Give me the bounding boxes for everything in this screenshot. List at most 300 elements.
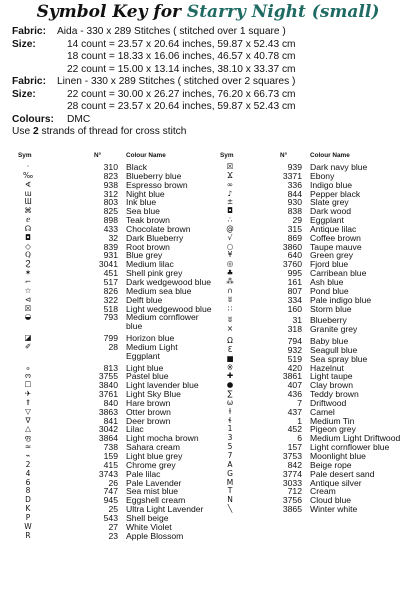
- table-row-continuation: [16, 351, 206, 360]
- colour-name: Medium Light: [126, 341, 178, 352]
- colour-name: Delft blue: [126, 294, 163, 305]
- symbol-glyph: ±: [226, 197, 234, 207]
- table-row: [16, 442, 206, 451]
- symbol-glyph: ♣: [226, 268, 234, 278]
- dmc-number: 312: [103, 188, 118, 199]
- dmc-number: 840: [103, 397, 118, 408]
- dmc-number: 995: [287, 268, 302, 279]
- symbol-glyph: 5: [227, 442, 233, 452]
- symbol-glyph: ♪: [227, 188, 233, 198]
- table-row: [16, 197, 206, 206]
- table-row: [16, 424, 206, 433]
- colour-name: Sahara cream: [126, 442, 180, 453]
- colour-name: Sea spray blue: [310, 353, 368, 364]
- table-row: [16, 460, 206, 469]
- dmc-number: 3760: [282, 259, 302, 270]
- symbol-glyph: ‰: [22, 170, 34, 180]
- dmc-number: 161: [287, 276, 302, 287]
- symbol-glyph: Ω: [227, 336, 233, 346]
- dmc-number: 712: [287, 486, 302, 497]
- symbol-glyph: ℴ: [26, 362, 30, 372]
- table-row: [16, 522, 206, 531]
- table-row: [16, 215, 206, 224]
- symbol-glyph: ■: [226, 353, 234, 363]
- table-row: [16, 312, 206, 321]
- dmc-number: 318: [287, 324, 302, 335]
- colour-name: Sea mist blue: [126, 486, 179, 497]
- dmc-number: 794: [287, 336, 302, 347]
- table-row: [16, 189, 206, 198]
- symbol-glyph: ω: [226, 397, 234, 407]
- table-row: [218, 189, 413, 198]
- table-row: [218, 324, 413, 333]
- dmc-number: 838: [287, 206, 302, 217]
- colour-name: Medium Tin: [310, 415, 355, 426]
- dmc-number: 3753: [282, 451, 302, 461]
- symbol-glyph: D: [25, 495, 31, 505]
- dmc-number: 28: [108, 341, 118, 352]
- dmc-number: 451: [103, 268, 118, 279]
- dmc-number: 3761: [98, 389, 118, 400]
- symbol-glyph: ☐: [24, 380, 32, 390]
- symbol-glyph: ⅇ: [25, 215, 31, 225]
- colour-name: Pale lilac: [126, 468, 161, 479]
- dmc-number: 436: [287, 389, 302, 400]
- symbol-glyph: 8: [25, 486, 31, 496]
- symbol-glyph: ✐: [24, 341, 32, 351]
- dmc-number: 3371: [282, 170, 302, 181]
- colour-name: Baby blue: [310, 336, 349, 347]
- table-row: [218, 277, 413, 286]
- table-row: [16, 242, 206, 251]
- size-value: 22 count = 30.00 x 26.27 inches, 76.20 x 66.73 cm: [67, 88, 296, 100]
- dmc-number: 157: [287, 442, 302, 453]
- colour-name: Antique silver: [310, 477, 362, 488]
- colour-name: Medium lilac: [126, 259, 174, 270]
- dmc-number: 3033: [282, 477, 302, 488]
- table-row: [16, 486, 206, 495]
- dmc-number: 415: [103, 459, 118, 470]
- dmc-number: 29: [292, 215, 302, 226]
- symbol-glyph: ≈: [24, 442, 32, 452]
- colour-name: Shell beige: [126, 512, 169, 523]
- table-row: [218, 233, 413, 242]
- table-header: [16, 152, 206, 162]
- dmc-number: 3041: [98, 259, 118, 270]
- colour-name: Ash blue: [310, 276, 344, 287]
- symbol-glyph: ɫ: [228, 406, 232, 416]
- colour-name: Dark wedgewood blue: [126, 276, 212, 287]
- colour-name: Blueberry: [310, 315, 347, 326]
- symbol-glyph: 2: [25, 459, 31, 469]
- table-row: [218, 206, 413, 215]
- dmc-number: 825: [103, 206, 118, 217]
- dmc-number: 27: [108, 521, 118, 532]
- symbol-glyph: K: [25, 504, 31, 514]
- colour-name: Pastel blue: [126, 371, 169, 382]
- colour-name: Blueberry blue: [126, 170, 182, 181]
- dmc-number: 826: [103, 285, 118, 296]
- colour-name: Clay brown: [310, 380, 353, 391]
- symbol-glyph: R: [25, 530, 31, 540]
- dmc-number: 433: [103, 223, 118, 234]
- dmc-number: 3861: [282, 371, 302, 382]
- table-row: [218, 451, 413, 460]
- dmc-number: 3864: [98, 433, 118, 444]
- table-row: [16, 531, 206, 540]
- colour-name: Eggshell cream: [126, 495, 186, 506]
- table-row: [218, 371, 413, 380]
- table-row: [218, 224, 413, 233]
- table-row: [16, 268, 206, 277]
- table-row: [218, 197, 413, 206]
- table-row: [16, 380, 206, 389]
- table-row: [16, 389, 206, 398]
- colour-name: Medium sea blue: [126, 285, 192, 296]
- colour-name: Winter white: [310, 504, 358, 515]
- symbol-glyph: ∩: [227, 285, 233, 295]
- symbol-glyph: ×: [226, 324, 234, 334]
- symbol-glyph: 6: [25, 477, 31, 487]
- colour-name: Medium cornflower: [126, 312, 199, 323]
- symbol-glyph: ✶: [24, 268, 32, 278]
- symbol-glyph: ∑: [227, 389, 233, 399]
- fabric-linen-row: [12, 76, 412, 89]
- colour-name: Ebony: [310, 170, 335, 181]
- colour-name: Dark navy blue: [310, 162, 368, 172]
- table-row: [218, 363, 413, 372]
- colour-name: Pale Lavender: [126, 477, 182, 488]
- dmc-number: 420: [287, 362, 302, 373]
- colour-name: Light taupe: [310, 371, 353, 382]
- dmc-number: 3863: [98, 406, 118, 417]
- header-colour-name: Colour Name: [310, 152, 350, 159]
- symbol-key-left-column: [16, 152, 212, 541]
- colour-name: Light Sky Blue: [126, 389, 181, 400]
- colour-name: Hazelnut: [310, 362, 344, 373]
- colour-name: Root brown: [126, 241, 170, 252]
- colour-name: Storm blue: [310, 303, 352, 314]
- table-row: [16, 224, 206, 233]
- table-row: [218, 442, 413, 451]
- dmc-number: 945: [103, 495, 118, 506]
- colour-name: Black: [126, 162, 148, 172]
- dmc-number: 26: [108, 477, 118, 488]
- colour-name: Blue grey: [126, 250, 163, 261]
- fabric-value: Linen - 330 x 289 Stitches ( stitched over 2 squares ): [57, 76, 296, 87]
- symbol-glyph: 7: [227, 451, 233, 460]
- table-row: [16, 233, 206, 242]
- colour-name: Cloud blue: [310, 495, 352, 506]
- symbol-glyph: ·: [26, 162, 30, 171]
- dmc-number: 869: [287, 232, 302, 243]
- dmc-number: 738: [103, 442, 118, 453]
- colour-name: Cream: [310, 486, 336, 497]
- table-row: [218, 242, 413, 251]
- size-row: [12, 89, 412, 102]
- size-row: [12, 64, 412, 77]
- colour-name: Otter brown: [126, 406, 171, 417]
- symbol-glyph: T: [227, 486, 233, 496]
- symbol-glyph: ɬ: [228, 415, 232, 425]
- strands-pre: Use: [12, 126, 31, 137]
- table-row: [218, 424, 413, 433]
- table-row: [16, 276, 212, 287]
- symbol-glyph: ℚ: [25, 250, 31, 260]
- colours-row: [12, 114, 412, 127]
- symbol-glyph: ☊: [24, 223, 32, 233]
- table-row: [218, 398, 413, 407]
- dmc-number: 3860: [282, 241, 302, 252]
- dmc-number: 452: [287, 424, 302, 435]
- table-header: [218, 152, 413, 162]
- symbol-glyph: A: [227, 459, 233, 469]
- symbol-glyph: △: [25, 424, 31, 434]
- colour-name: Pigeon grey: [310, 424, 356, 435]
- table-row: [16, 286, 206, 295]
- symbol-glyph: ○: [226, 241, 234, 251]
- dmc-number: 938: [103, 179, 118, 190]
- symbol-key-right-column: [218, 152, 413, 513]
- table-row: [218, 389, 413, 398]
- symbol-glyph: ʬ: [228, 315, 232, 325]
- symbol-glyph: ☒: [24, 303, 32, 313]
- symbol-glyph: @: [226, 223, 234, 233]
- dmc-number: 437: [287, 406, 302, 417]
- colour-name: Lilac: [126, 424, 144, 435]
- colour-name: Pale indigo blue: [310, 294, 372, 305]
- table-row: [218, 315, 413, 324]
- table-row: [218, 250, 413, 259]
- table-row: [16, 342, 206, 351]
- dmc-number: 844: [287, 188, 302, 199]
- size-row: [12, 101, 412, 114]
- table-row: [16, 371, 206, 380]
- colour-name: White Violet: [126, 521, 172, 532]
- colour-name: Slate grey: [310, 197, 349, 208]
- table-row: [218, 295, 413, 304]
- dmc-number: 930: [287, 197, 302, 208]
- colour-name: Dark wood: [310, 206, 352, 217]
- fabric-label: Fabric:: [12, 76, 46, 87]
- symbol-glyph: Ϫ: [227, 170, 233, 180]
- symbol-glyph: ●: [226, 380, 234, 390]
- table-row: [218, 215, 413, 224]
- table-row: [218, 162, 413, 171]
- table-row: [218, 433, 413, 442]
- colour-name: Espresso brown: [126, 179, 188, 190]
- table-row: [16, 206, 206, 215]
- table-row: [218, 495, 413, 504]
- table-row: [16, 333, 206, 342]
- colour-name: Pepper black: [310, 188, 361, 199]
- strands-row: [12, 126, 412, 139]
- table-row: [16, 259, 206, 268]
- symbol-glyph: ⌘: [24, 206, 32, 216]
- dmc-number: 3755: [98, 371, 118, 382]
- dmc-number: 25: [108, 504, 118, 515]
- symbol-glyph: Ϩ: [25, 259, 31, 269]
- colour-name: Light mocha brown: [126, 433, 199, 444]
- size-value: 18 count = 18.33 x 16.06 inches, 46.57 x 40.78 cm: [67, 51, 296, 62]
- table-row: [218, 345, 413, 354]
- dmc-number: 517: [103, 276, 118, 287]
- dmc-number: 939: [287, 162, 302, 172]
- colour-name: Camel: [310, 406, 335, 417]
- table-row: [218, 478, 413, 487]
- colour-name: Indigo blue: [310, 179, 353, 190]
- header-sym: Sym: [18, 152, 32, 159]
- table-row: [218, 354, 413, 363]
- table-row: [218, 304, 413, 313]
- colour-name: Seagull blue: [310, 344, 358, 355]
- colour-name-continuation: Eggplant: [126, 350, 160, 361]
- table-row: [218, 336, 413, 345]
- table-row: [16, 478, 206, 487]
- table-row: [16, 171, 206, 180]
- symbol-glyph: ╲: [227, 504, 233, 514]
- header-number: N°: [94, 152, 102, 159]
- dmc-number: 803: [103, 197, 118, 208]
- title-pattern-name: Starry Night (small): [186, 2, 380, 22]
- colour-name: Taupe mauve: [310, 241, 362, 252]
- colour-name: Fjord blue: [310, 259, 349, 270]
- dmc-number: 932: [287, 344, 302, 355]
- dmc-number: 813: [103, 362, 118, 373]
- colour-name: Light blue: [126, 362, 164, 373]
- dmc-number: 3865: [282, 504, 302, 515]
- colour-name: Chocolate brown: [126, 223, 191, 234]
- table-row: [16, 433, 206, 442]
- symbol-glyph: N: [227, 495, 233, 505]
- colour-name: Hare brown: [126, 397, 171, 408]
- symbol-glyph: G: [227, 468, 233, 478]
- dmc-number: 3774: [282, 468, 302, 479]
- dmc-number: 543: [103, 512, 118, 523]
- dmc-number: 32: [108, 232, 118, 243]
- dmc-number: 793: [103, 312, 118, 323]
- symbol-glyph: M: [226, 477, 234, 487]
- dmc-number: 898: [103, 215, 118, 226]
- table-row: [218, 171, 413, 180]
- dmc-number: 160: [287, 303, 302, 314]
- dmc-number: 3042: [98, 424, 118, 435]
- colour-name: Light blue grey: [126, 451, 183, 461]
- symbol-glyph: ☆: [24, 285, 32, 295]
- table-row: [16, 303, 212, 314]
- table-row: [218, 380, 413, 389]
- dmc-number: 807: [287, 285, 302, 296]
- colour-name: Teak brown: [126, 215, 170, 226]
- colour-name-continuation: blue: [126, 321, 143, 332]
- symbol-glyph: ⊲: [24, 294, 32, 304]
- dmc-number: 3756: [282, 495, 302, 506]
- colours-label: Colours:: [12, 113, 54, 125]
- colour-name: Eggplant: [310, 215, 344, 226]
- strands-post: strands of thread for cross stitch: [41, 126, 187, 137]
- dmc-number: 841: [103, 415, 118, 426]
- dmc-number: 7: [297, 397, 302, 408]
- dmc-number: 310: [103, 162, 118, 172]
- colour-name: Green grey: [310, 250, 353, 261]
- table-row: [218, 486, 413, 495]
- dmc-number: 519: [287, 353, 302, 364]
- table-row: [16, 363, 206, 372]
- dmc-number: 31: [292, 315, 302, 326]
- table-row: [218, 504, 413, 513]
- dmc-number: 6: [297, 433, 302, 444]
- table-row: [218, 407, 413, 416]
- dmc-number: 839: [103, 241, 118, 252]
- symbol-glyph: ⁂: [226, 276, 234, 286]
- colour-name: Night blue: [126, 188, 165, 199]
- colour-name: Ultra Light Lavender: [126, 504, 204, 515]
- symbol-glyph: 4: [25, 468, 31, 478]
- table-row: [16, 504, 206, 513]
- colour-name: Apple Blossom: [126, 530, 184, 541]
- colour-name: Dark Blueberry: [126, 232, 184, 243]
- header-number: N°: [280, 152, 288, 159]
- symbol-glyph: ◒: [24, 312, 32, 322]
- symbol-glyph: ∞: [226, 179, 234, 189]
- symbol-glyph: ∢: [24, 179, 32, 189]
- symbol-glyph: Ɯ: [24, 197, 32, 207]
- dmc-number: 315: [287, 223, 302, 234]
- table-row: [16, 162, 206, 171]
- symbol-glyph: 1: [227, 424, 233, 434]
- symbol-glyph: 3: [227, 433, 233, 443]
- symbol-glyph: ⌐: [24, 276, 32, 286]
- title-prefix: Symbol Key for: [36, 2, 181, 22]
- colour-name: Sea blue: [126, 206, 160, 217]
- colour-name: Driftwood: [310, 397, 347, 408]
- dmc-number: 799: [103, 333, 118, 344]
- symbol-glyph: ◎: [226, 259, 234, 269]
- symbol-glyph: ფ: [24, 433, 32, 443]
- symbol-glyph: ◪: [24, 333, 32, 343]
- colour-name: Medium Light Driftwood: [310, 433, 401, 444]
- colour-name: Pond blue: [310, 285, 349, 296]
- fabric-value: Aida - 330 x 289 Stitches ( stitched over 1 square ): [57, 26, 286, 37]
- table-row: [16, 180, 206, 189]
- size-row: [12, 39, 412, 52]
- dmc-number: 23: [108, 530, 118, 541]
- header-colour-name: Colour Name: [126, 152, 166, 159]
- table-row: [16, 407, 206, 416]
- strands-count: 2: [32, 126, 39, 137]
- size-label: Size:: [12, 88, 36, 100]
- table-row: [16, 250, 206, 259]
- symbol-glyph: ✚: [226, 371, 234, 381]
- size-label: Size:: [12, 38, 36, 50]
- table-row: [218, 268, 413, 277]
- colour-name: Pale desert sand: [310, 468, 375, 479]
- dmc-number: 842: [287, 459, 302, 470]
- table-row: [218, 259, 413, 268]
- symbol-glyph: ო: [25, 371, 31, 381]
- symbol-glyph: ◘: [227, 206, 233, 216]
- colour-name: Granite grey: [310, 324, 358, 335]
- fabric-aida-row: [12, 26, 412, 39]
- colour-name: Horizon blue: [126, 333, 175, 344]
- symbol-glyph: ⌁: [25, 451, 31, 460]
- dmc-number: 159: [103, 451, 118, 461]
- pattern-info: [12, 26, 412, 139]
- colour-name: Light lavender blue: [126, 380, 199, 391]
- table-row-continuation: [16, 321, 206, 330]
- symbol-glyph: Ɛ: [227, 344, 233, 354]
- table-row: [218, 460, 413, 469]
